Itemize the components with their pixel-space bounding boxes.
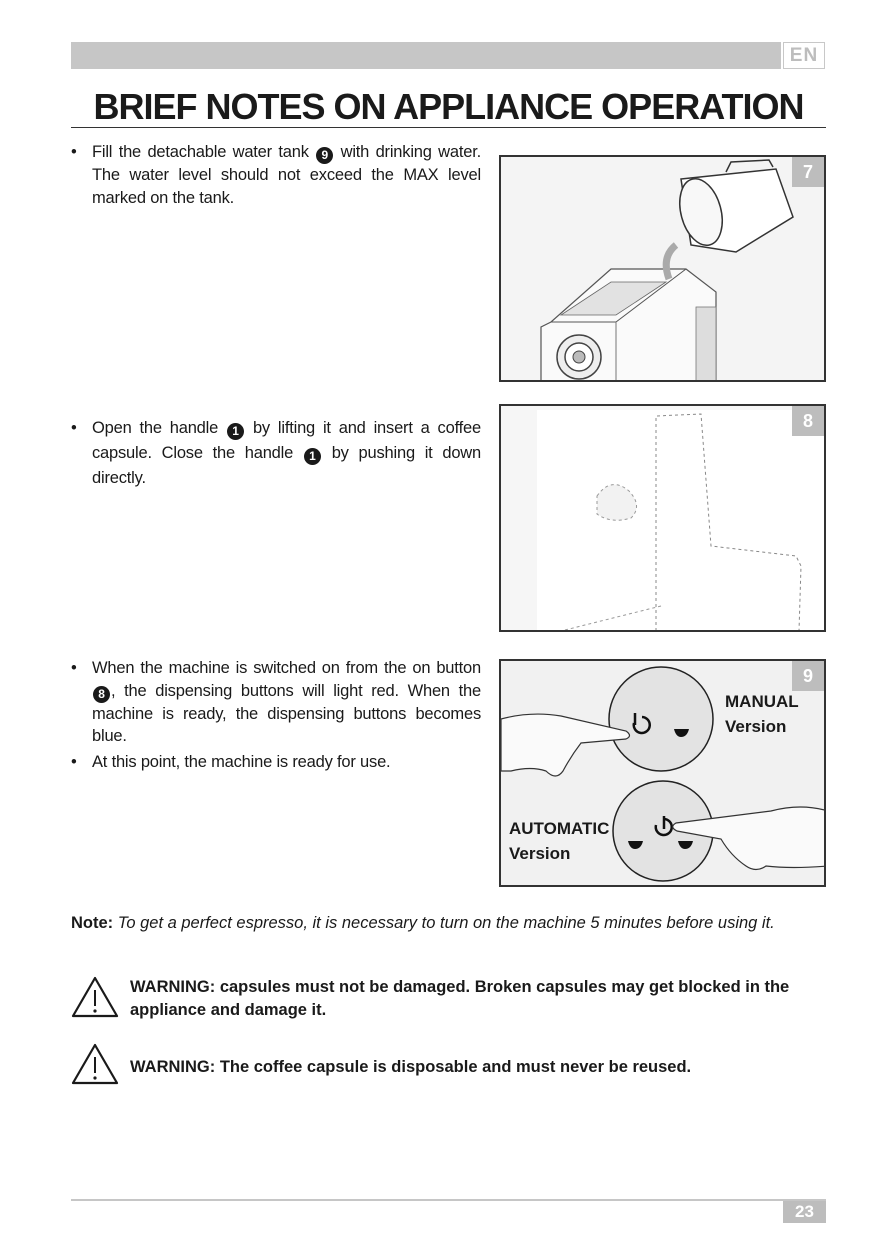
header-bar	[71, 42, 781, 69]
footer-divider	[71, 1199, 826, 1201]
step-3-bullet: • At this point, the machine is ready for use.	[71, 751, 481, 774]
note	[71, 914, 826, 933]
title-divider	[71, 127, 826, 128]
automatic-label: AUTOMATIC	[509, 819, 610, 838]
step-3-bullet: • When the machine is switched on from the on button 8 , the dispensing buttons will light red. When the machine is ready, the dispensing buttons becomes blue.	[71, 657, 481, 748]
step-2-text	[71, 416, 481, 494]
figure-9-buttons	[499, 659, 826, 887]
automatic-version-label: Version	[509, 844, 571, 863]
figure-number: 8	[792, 406, 824, 436]
figure-number: 9	[792, 661, 824, 691]
capsule-handle-illustration	[501, 406, 826, 632]
manual-version-label: Version	[725, 717, 787, 736]
warning-text: WARNING: The coffee capsule is disposable and must never be reused.	[130, 1058, 692, 1076]
on-button-number-badge: 8	[93, 686, 110, 703]
warning-triangle-icon	[71, 976, 119, 1018]
manual-label: MANUAL	[725, 692, 799, 711]
note-label: Note:	[71, 914, 114, 932]
handle-number-badge: 1	[304, 448, 321, 465]
handle-number-badge: 1	[227, 423, 244, 440]
figure-number: 7	[792, 157, 824, 187]
warning-2	[71, 1043, 826, 1089]
step-3-text	[71, 657, 481, 776]
water-tank-illustration	[501, 157, 826, 382]
figure-7-water-tank	[499, 155, 826, 382]
figure-8-capsule-handle	[499, 404, 826, 632]
language-badge: EN	[783, 42, 825, 69]
page-title: BRIEF NOTES ON APPLIANCE OPERATION	[93, 86, 804, 127]
note-text: To get a perfect espresso, it is necessary to turn on the machine 5 minutes before using it.	[117, 914, 775, 932]
step-1-bullet: • Fill the detachable water tank 9 with drinking water. The water level should not exceed the MAX level marked on the tank.	[71, 141, 481, 209]
water-tank-number-badge: 9	[316, 147, 333, 164]
page-number: 23	[783, 1201, 826, 1223]
warning-1	[71, 976, 826, 1022]
step-1-text	[71, 141, 481, 212]
warning-text: WARNING: capsules must not be damaged. Broken capsules may get blocked in the appliance and damage it.	[130, 978, 790, 1019]
step-2-bullet: • Open the handle 1 by lifting it and insert a coffee capsule. Close the handle 1 by pushing it down directly.	[71, 416, 481, 491]
warning-triangle-icon	[71, 1043, 119, 1085]
